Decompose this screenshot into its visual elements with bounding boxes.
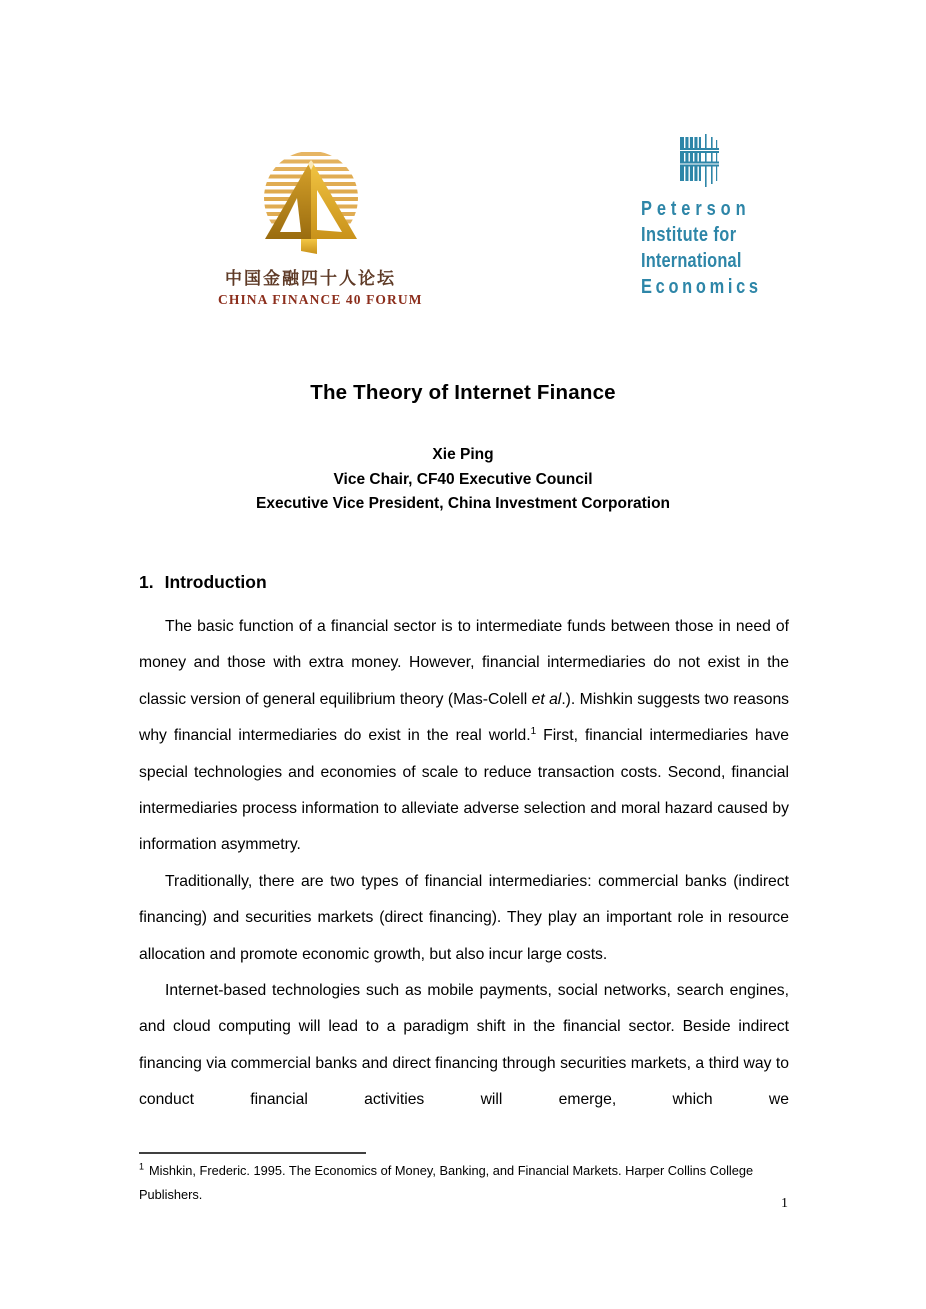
author-name: Xie Ping	[432, 446, 494, 463]
footnote-separator-rule	[139, 1152, 366, 1154]
body-text	[139, 609, 789, 1119]
piie-wordmark-line: International	[641, 250, 742, 272]
author-role-2: Executive Vice President, China Investment Corporation	[255, 495, 671, 513]
paragraph-1	[139, 609, 789, 864]
piie-wordmark-line: Economics	[641, 276, 762, 298]
cf40-pyramid-icon	[251, 146, 371, 262]
paragraph-1-text: First, financial intermediaries have special technologies and economies of scale to reduce transaction costs. Second, financial intermediaries process information to alleviate adverse selection and moral hazard caused by information asymmetry.	[139, 727, 789, 854]
author-role-1: Vice Chair, CF40 Executive Council	[333, 470, 593, 488]
paragraph-1-text: .). Mishkin suggests two reasons why financial intermediaries do exist in the real world.	[139, 690, 790, 745]
cf40-logo	[218, 146, 423, 308]
piie-logo	[641, 134, 781, 300]
paragraph-1-italic: et al	[531, 690, 562, 708]
cf40-chinese-name: 中国金融四十人论坛	[225, 269, 396, 288]
piie-wordmark-line: Institute for	[641, 224, 737, 246]
footnote-reference-1: 1	[530, 725, 537, 737]
section-title: Introduction	[164, 572, 267, 592]
paragraph-3: Internet-based technologies such as mobile payments, social networks, search engines, and cloud computing will lead to a paradigm shift in the financial sector. Beside indirect financing via commercial banks and direct financing through securities markets, a third way to conduct financial activities will emerge, which we	[139, 982, 789, 1109]
footnote-number: 1	[139, 1161, 145, 1172]
piie-wordmark	[641, 196, 762, 300]
footnote-text: Mishkin, Frederic. 1995. The Economics of Money, Banking, and Financial Markets. Harper Collins College Publishers.	[139, 1163, 754, 1202]
footnote-1	[139, 1159, 789, 1206]
page-number: 1	[781, 1196, 788, 1211]
paragraph-1-text: The basic function of a financial sector is to intermediate funds between those in need of money and those with extra money. However, financial intermediaries do not exist in the classic version of general equilibrium theory (Mas-Colell	[139, 618, 789, 708]
paper-title: The Theory of Internet Finance	[310, 381, 616, 404]
piie-wordmark-line: Peterson	[641, 198, 751, 220]
paragraph-2: Traditionally, there are two types of financial intermediaries: commercial banks (indirect financing) and securities markets (direct financing). They play an important role in resource allocation and promote economic growth, but also incur large costs.	[139, 872, 789, 963]
cf40-english-name: CHINA FINANCE 40 FORUM	[218, 292, 423, 307]
piie-building-icon	[667, 134, 725, 188]
author-block	[0, 443, 926, 517]
section-heading-introduction	[139, 572, 267, 593]
section-number: 1.	[139, 572, 154, 592]
